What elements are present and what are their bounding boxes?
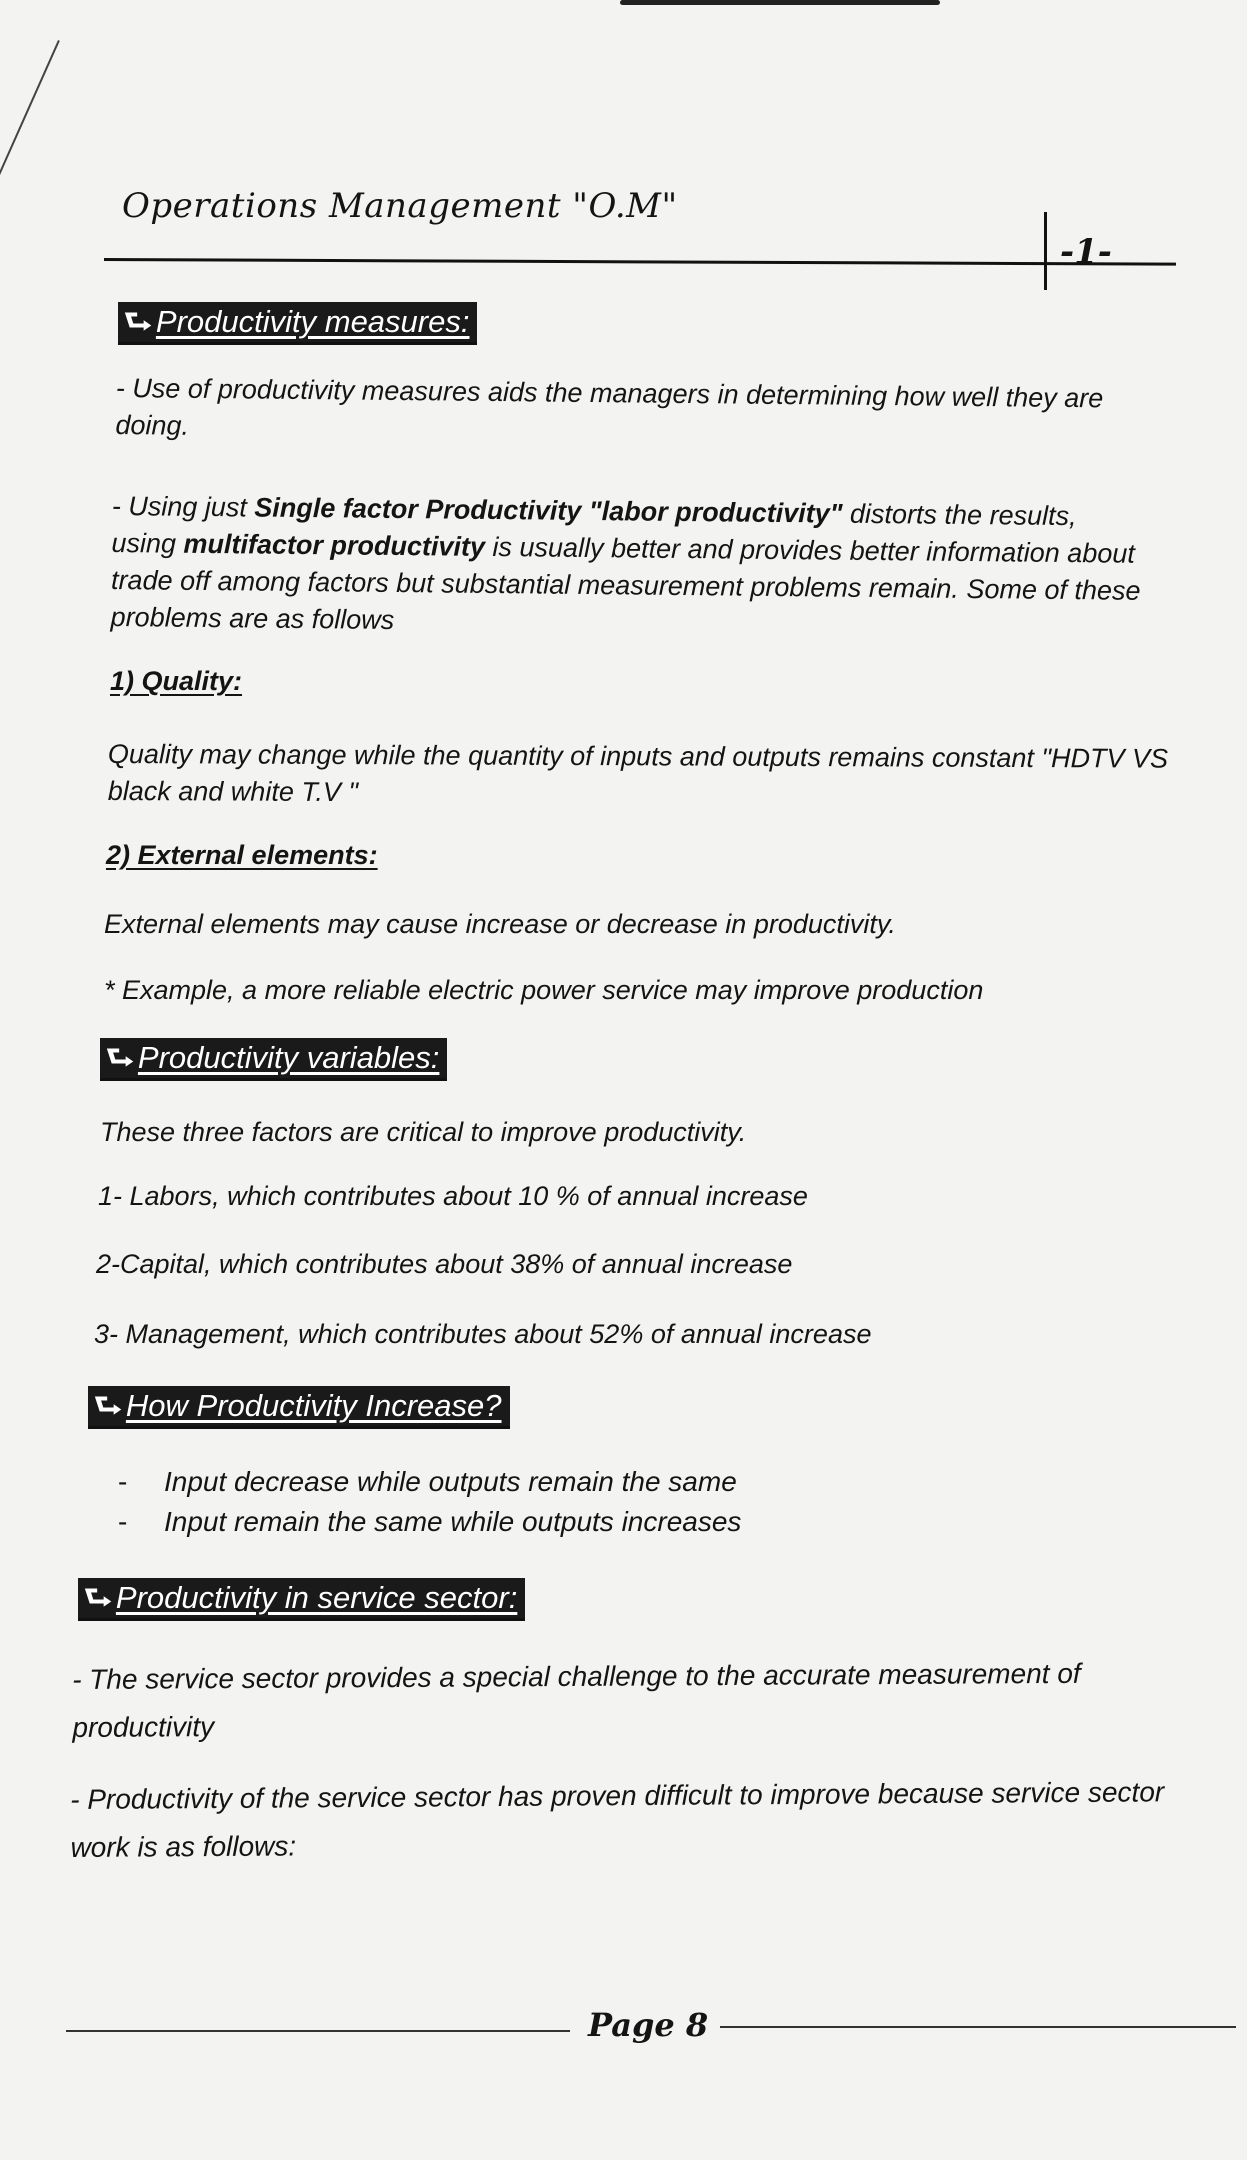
subheading-external-elements: 2) External elements: [106,840,378,870]
heading-text: Productivity in service sector: [115,1580,518,1615]
heading-text: Productivity measures: [155,304,470,339]
paragraph-measures-2 [110,488,1141,647]
section-heading-service [78,1578,525,1621]
increase-bullet-list [118,1462,741,1542]
curved-arrow-icon: ⮑ [84,1580,112,1615]
footer-rule-right [720,2026,1236,2028]
list-item: - Input remain the same while outputs increases [118,1502,741,1542]
list-item: - Input decrease while outputs remain the same [118,1462,741,1502]
paragraph-example: * Example, a more reliable electric power service may improve production [104,975,984,1005]
page-marker: -1- [1060,232,1112,272]
para2-text-c: distorts the results, using [111,498,1077,559]
curved-arrow-icon: ⮑ [124,304,152,339]
para2-bold-single-factor: Single factor Productivity "labor productivity" [254,492,843,529]
paragraph-variables-intro: These three factors are critical to improve productivity. [100,1117,747,1147]
section-heading-measures [118,302,477,345]
curved-arrow-icon: ⮑ [106,1040,134,1075]
para2-text-e: is usually better and provides better information about trade off among factors but substantial measurement problems remain. Some of these problems are as follows [110,531,1141,635]
header-title: Operations Management "O.M" [122,186,678,226]
variables-item-1: 1- Labors, which contributes about 10 % of annual increase [98,1181,808,1211]
variables-item-2: 2-Capital, which contributes about 38% of annual increase [96,1249,793,1279]
paragraph-external: External elements may cause increase or decrease in productivity. [104,909,896,939]
paragraph-measures-1: - Use of productivity measures aids the managers in determining how well they are doing. [115,372,1104,441]
section-heading-increase [88,1386,510,1429]
para2-bold-multifactor: multifactor productivity [183,528,486,562]
curved-arrow-icon: ⮑ [94,1388,122,1423]
subheading-quality: 1) Quality: [110,666,243,696]
paragraph-service-2: - Productivity of the service sector has proven difficult to improve because service sector work is as follows: [70,1776,1165,1863]
heading-text: How Productivity Increase? [125,1388,502,1423]
variables-item-3: 3- Management, which contributes about 52% of annual increase [94,1319,872,1349]
paragraph-quality: Quality may change while the quantity of inputs and outputs remains constant "HDTV VS black and white T.V " [107,739,1169,808]
header-divider [1044,212,1047,290]
footer-rule-left [66,2030,570,2032]
paragraph-service-1: - The service sector provides a special challenge to the accurate measurement of productivity [72,1657,1081,1743]
scan-artifact-left-stroke [0,40,60,214]
header-rule [104,258,1176,266]
footer-page-label: Page 8 [588,2006,709,2044]
heading-text: Productivity variables: [137,1040,440,1075]
section-heading-variables [100,1038,447,1081]
scan-artifact-top [620,0,940,5]
para2-text-a: - Using just [111,490,255,523]
